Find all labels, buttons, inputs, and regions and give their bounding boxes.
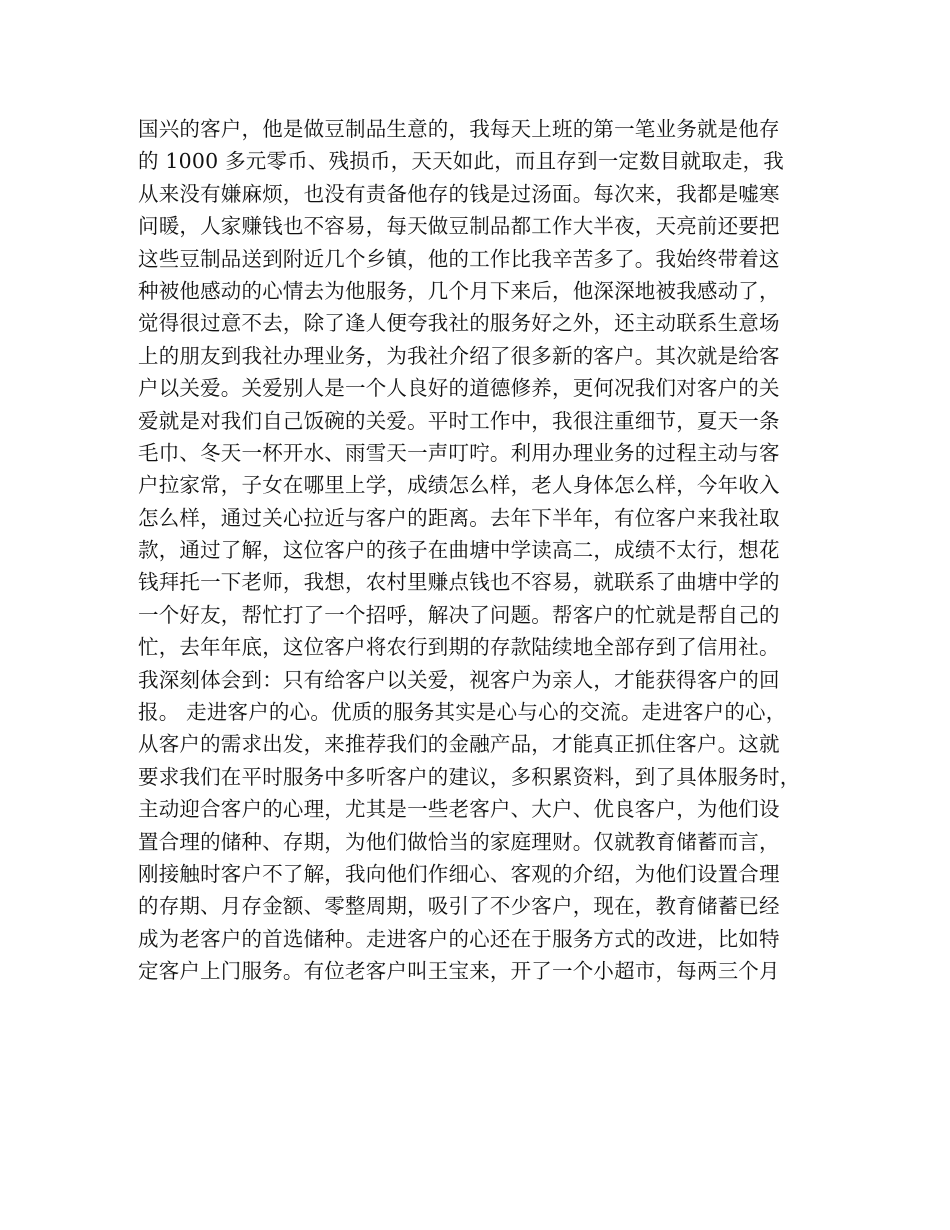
text-line: 种被他感动的心情去为他服务，几个月下来后，他深深地被我感动了，: [138, 278, 780, 303]
text-line: 成为老客户的首选储种。走进客户的心还在于服务方式的改进，比如特: [138, 926, 780, 951]
text-line: 毛巾、冬天一杯开水、雨雪天一声叮咛。利用办理业务的过程主动与客: [138, 440, 780, 465]
text-line: 觉得很过意不去，除了逢人便夸我社的服务好之外，还主动联系生意场: [138, 311, 780, 336]
text-line: 刚接触时客户不了解，我向他们作细心、客观的介绍，为他们设置合理: [138, 861, 780, 886]
text-line: 忙，去年年底，这位客户将农行到期的存款陆续地全部存到了信用社。: [138, 635, 780, 660]
text-line: 从来没有嫌麻烦，也没有责备他存的钱是过汤面。每次来，我都是嘘寒: [138, 181, 780, 206]
text-line: 这些豆制品送到附近几个乡镇，他的工作比我辛苦多了。我始终带着这: [138, 246, 780, 271]
text-line: 要求我们在平时服务中多听客户的建议，多积累资料，到了具体服务时，: [138, 764, 801, 789]
body-text: [138, 113, 838, 988]
text-line: 主动迎合客户的心理，尤其是一些老客户、大户、优良客户，为他们设: [138, 797, 780, 822]
text-line: 爱就是对我们自己饭碗的关爱。平时工作中，我很注重细节，夏天一条: [138, 408, 780, 433]
text-line: 钱拜托一下老师，我想，农村里赚点钱也不容易，就联系了曲塘中学的: [138, 570, 780, 595]
text-line: 我深刻体会到：只有给客户以关爱，视客户为亲人，才能获得客户的回: [138, 667, 780, 692]
text-line: 国兴的客户，他是做豆制品生意的，我每天上班的第一笔业务就是他存: [138, 117, 780, 141]
text-line: 问暖，人家赚钱也不容易，每天做豆制品都工作大半夜，天亮前还要把: [138, 214, 780, 239]
text-line: 的存期、月存金额、零整周期，吸引了不少客户，现在，教育储蓄已经: [138, 894, 780, 919]
text-line: 户拉家常，子女在哪里上学，成绩怎么样，老人身体怎么样，今年收入: [138, 473, 780, 498]
text-line: 报。 走进客户的心。优质的服务其实是心与心的交流。走进客户的心，: [138, 700, 787, 725]
text-line: 从客户的需求出发，来推荐我们的金融产品，才能真正抓住客户。这就: [138, 732, 780, 757]
text-line: 怎么样，通过关心拉近与客户的距离。去年下半年，有位客户来我社取: [138, 505, 780, 530]
text-line: 置合理的储种、存期，为他们做恰当的家庭理财。仅就教育储蓄而言，: [138, 829, 780, 854]
text-line: 的 1000 多元零币、残损币，天天如此，而且存到一定数目就取走，我: [138, 149, 785, 174]
text-line: 户以关爱。关爱别人是一个人良好的道德修养，更何况我们对客户的关: [138, 376, 780, 401]
text-line: 上的朋友到我社办理业务，为我社介绍了很多新的客户。其次就是给客: [138, 343, 780, 368]
text-line: 款，通过了解，这位客户的孩子在曲塘中学读高二，成绩不太行，想花: [138, 538, 780, 563]
text-line: 一个好友，帮忙打了一个招呼，解决了问题。帮客户的忙就是帮自己的: [138, 602, 780, 627]
text-line: 定客户上门服务。有位老客户叫王宝来，开了一个小超市，每两三个月: [138, 959, 780, 984]
